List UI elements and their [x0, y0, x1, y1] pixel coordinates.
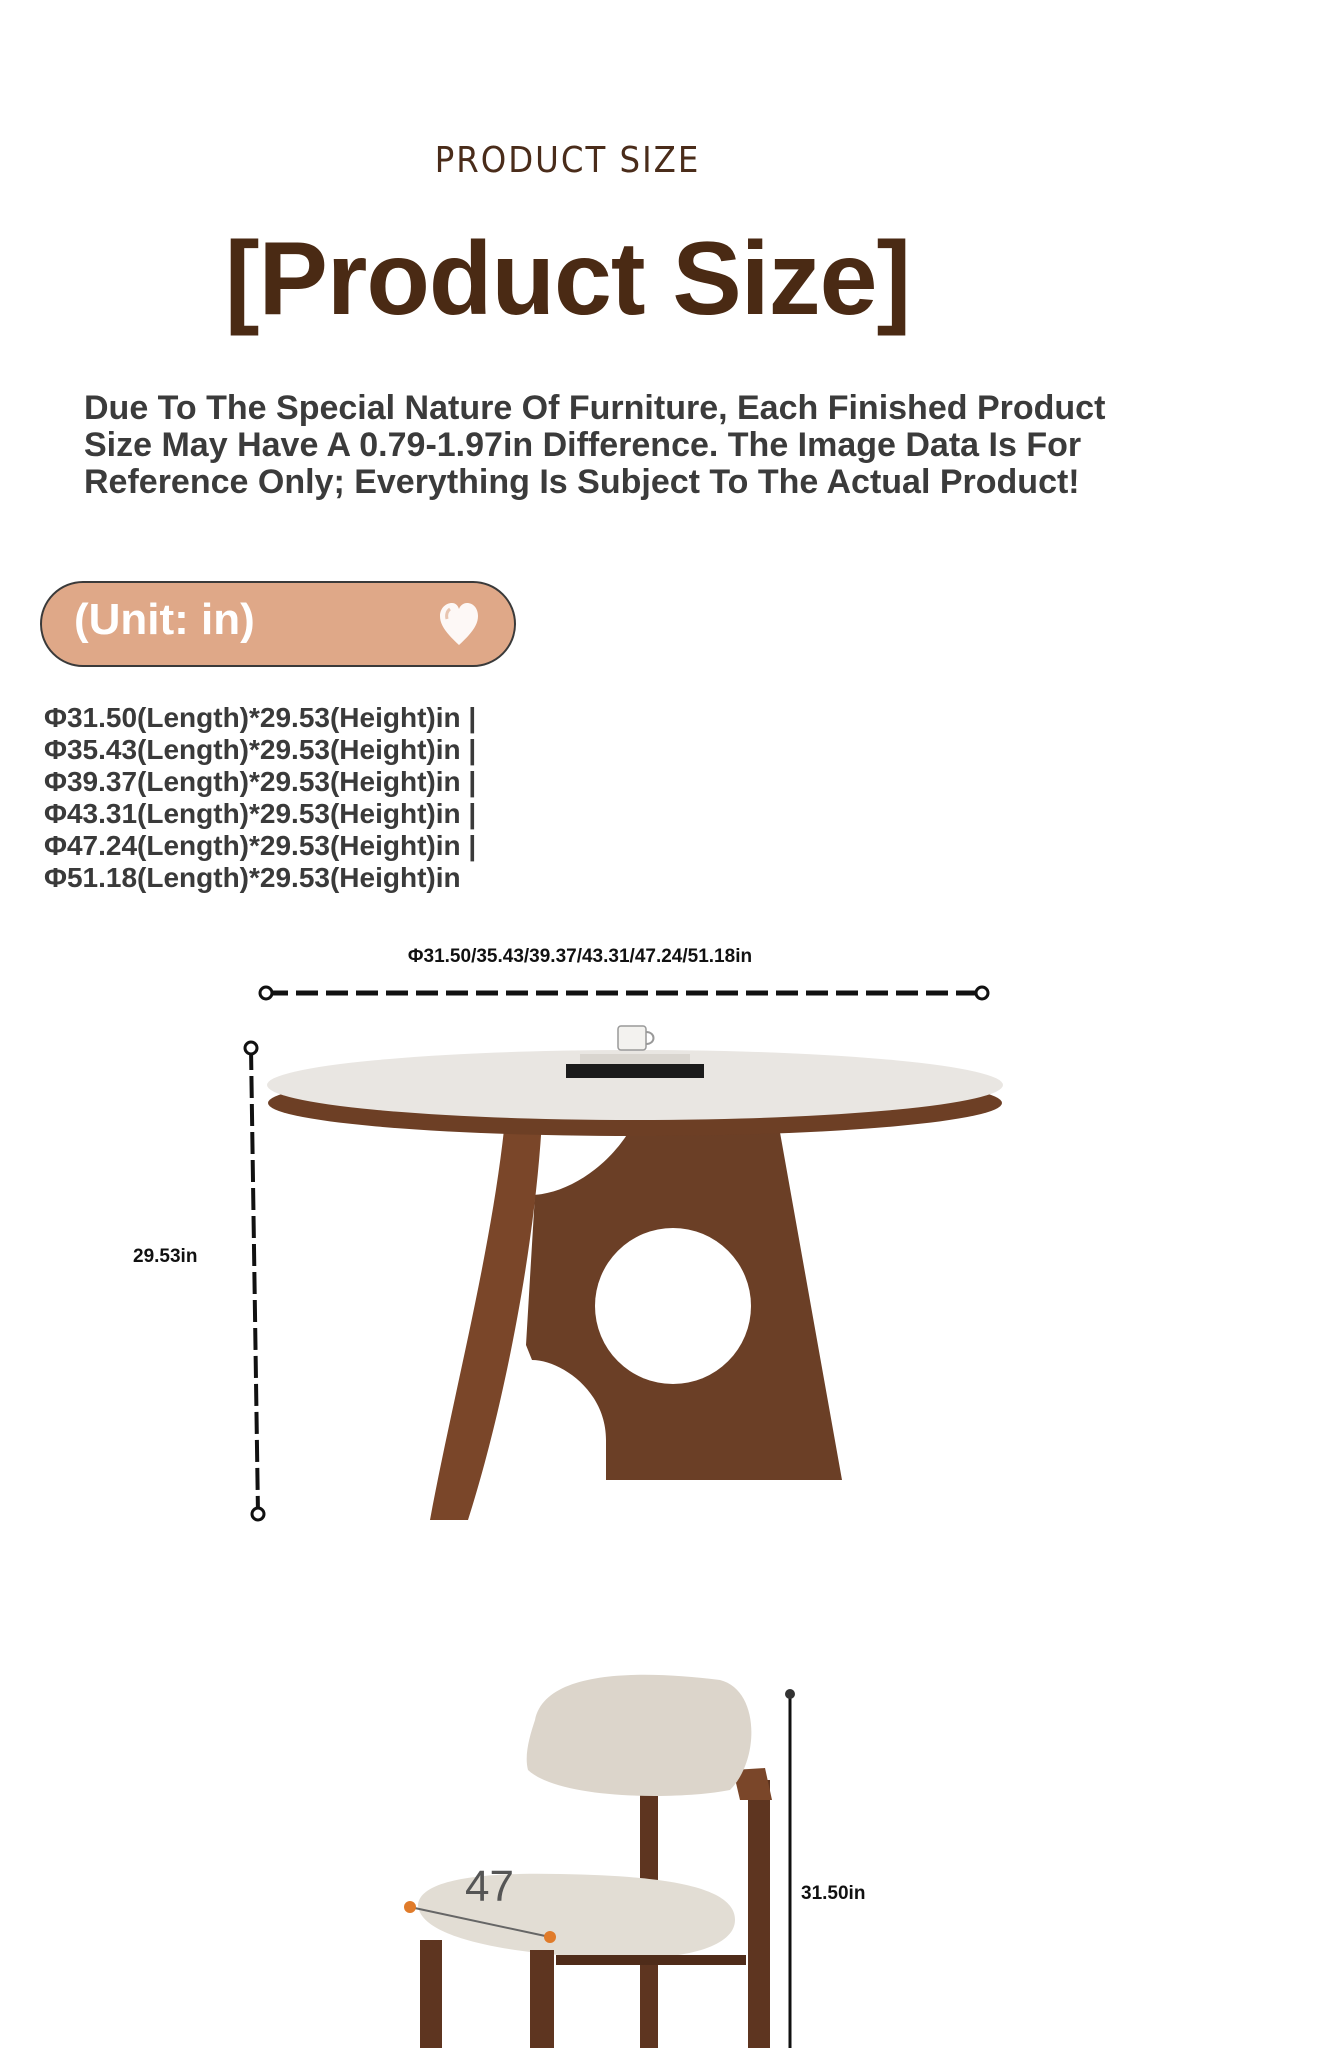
disclaimer-line-3: Reference Only; Everything Is Subject To The Actual Product! — [84, 463, 1080, 501]
table-width-dimension-line — [260, 987, 988, 999]
size-option: Φ39.37(Length)*29.53(Height)in | — [44, 766, 477, 797]
disclaimer-line-2: Size May Have A 0.79-1.97in Difference. The Image Data Is For — [84, 426, 1082, 464]
chair-height-dimension-line — [785, 1689, 795, 2048]
size-option: Φ43.31(Length)*29.53(Height)in | — [44, 798, 477, 829]
table-base — [430, 1110, 842, 1520]
chair-seat-label: 47 — [465, 1862, 514, 1911]
table-diameter-label: Φ31.50/35.43/39.37/43.31/47.24/51.18in — [407, 946, 753, 967]
size-option: Φ51.18(Length)*29.53(Height)in — [44, 862, 461, 893]
chair-illustration — [404, 1675, 772, 2048]
chair-height-label: 31.50in — [801, 1883, 866, 1904]
section-subtitle: PRODUCT SIZE — [434, 140, 701, 181]
page-title: [Product Size] — [224, 221, 911, 337]
size-option: Φ47.24(Length)*29.53(Height)in | — [44, 830, 477, 861]
table-height-label: 29.53in — [133, 1246, 198, 1267]
table-height-dimension-line — [245, 1042, 264, 1520]
unit-label: (Unit: in) — [74, 595, 255, 644]
size-option: Φ31.50(Length)*29.53(Height)in | — [44, 702, 477, 733]
disclaimer-line-1: Due To The Special Nature Of Furniture, Each Finished Product — [84, 389, 1106, 427]
size-option: Φ35.43(Length)*29.53(Height)in | — [44, 734, 477, 765]
